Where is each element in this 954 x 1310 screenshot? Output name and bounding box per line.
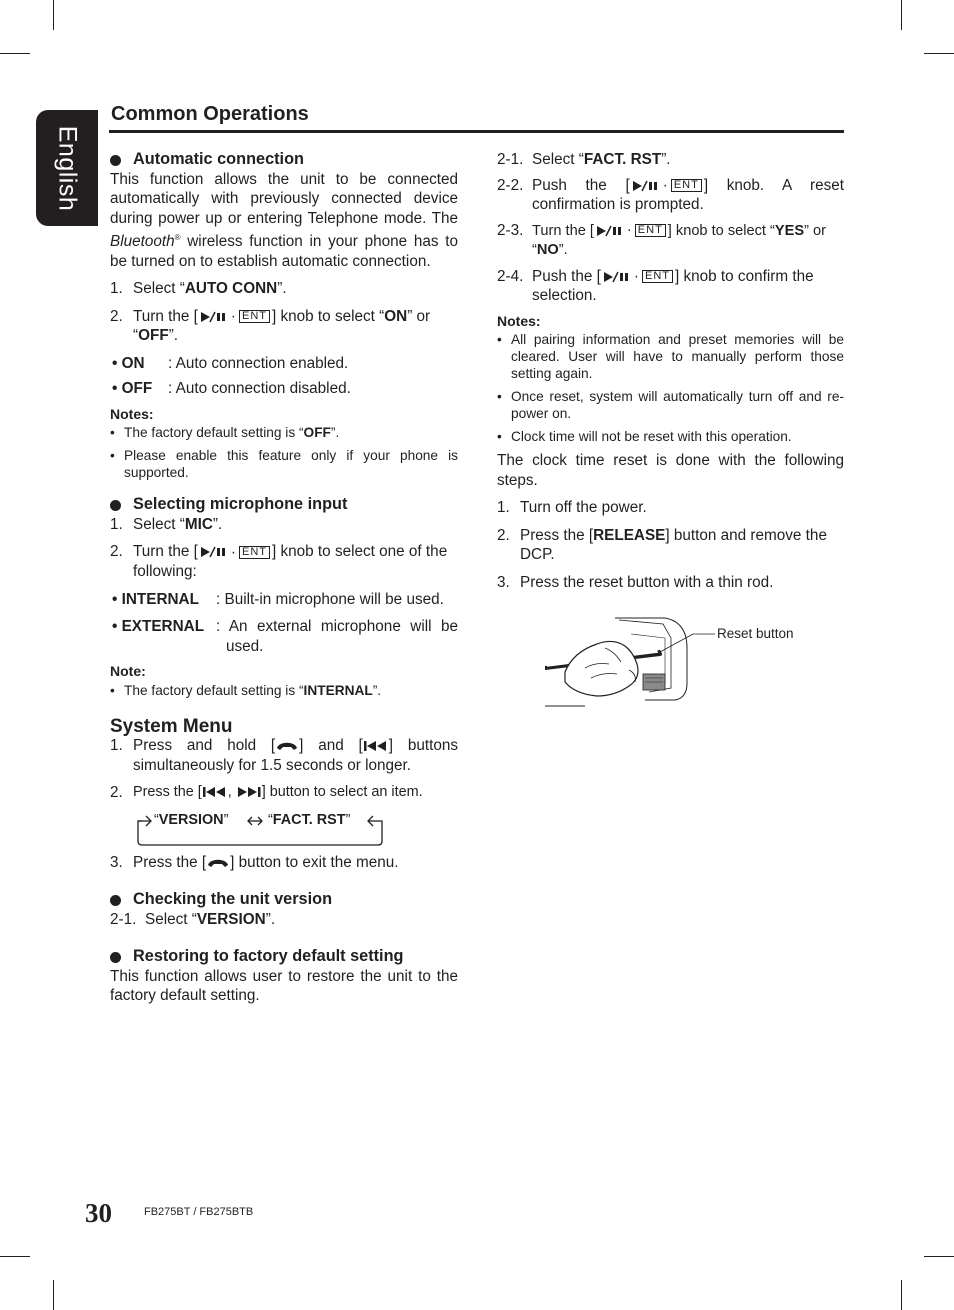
system-menu-step-1 [110, 736, 458, 775]
auto-connection-intro [110, 170, 458, 272]
menu-cycle-diagram [134, 809, 458, 849]
crop-mark [0, 1256, 30, 1257]
note-text: Please enable this feature only if your phone is supported. [124, 448, 458, 481]
option-key: • ON [112, 354, 145, 372]
skip-previous-icon [202, 786, 228, 798]
note-text: ”. [372, 682, 382, 698]
note-label: Note: [110, 663, 146, 680]
step-text: ”. [265, 910, 276, 928]
note-text: Clock time will not be reset with this operation. [511, 429, 792, 445]
right-column [497, 150, 844, 592]
option-internal-row [112, 590, 458, 610]
step-text: Push the [ [532, 176, 630, 194]
step-text: ”. [661, 151, 671, 168]
step-text: ] buttons simultaneously for 1.5 seconds or longer. [133, 737, 458, 774]
step-number: 1. [110, 737, 123, 755]
crop-mark [53, 0, 54, 30]
play-pause-ent-knob-icon: · ENT [200, 307, 270, 327]
step-text: ] knob to select “ [667, 222, 775, 239]
step-text: ” or “ [133, 307, 431, 345]
step-text: Turn the [ [532, 222, 594, 239]
flow-version-label: VERSION [158, 811, 224, 828]
reset-step-2-3 [497, 221, 844, 261]
note-item: • The factory default setting is “OFF”. [110, 425, 340, 441]
play-pause-ent-knob-icon: · ENT [596, 221, 666, 241]
step-text: Select “ [133, 280, 185, 298]
note-item: • Once reset, system will automatically turn off and re-power on. [497, 389, 844, 422]
option-no: NO [536, 242, 559, 258]
system-menu-heading: System Menu [110, 715, 233, 737]
option-on-row [112, 354, 458, 374]
step-text: ” or “ [532, 222, 826, 258]
step-text: Press and hold [ [133, 737, 276, 755]
step-text: Turn off the power. [520, 499, 647, 517]
ent-label: ENT [642, 270, 673, 283]
option-key: • EXTERNAL [112, 618, 205, 636]
reset-button-illustration [545, 608, 715, 708]
step-text: ”. [168, 327, 179, 345]
step-text: Turn the [ [133, 307, 198, 325]
microphone-heading: Selecting microphone input [110, 495, 458, 515]
note-item: • All pairing information and preset memories will be cleared. User will have to manually perform those setting again. [497, 332, 844, 382]
step-number: 3. [110, 853, 123, 871]
step-text: Select “ [532, 151, 584, 168]
option-off-row [112, 379, 458, 399]
language-tab [36, 110, 98, 226]
step-text: ] button to exit the menu. [230, 853, 399, 871]
note-value: INTERNAL [303, 682, 373, 698]
option-off: OFF [138, 327, 169, 345]
step-number: 2. [110, 784, 123, 802]
ent-label: ENT [239, 546, 270, 559]
clock-step-2 [497, 526, 844, 565]
reset-step-2-1 [497, 150, 844, 170]
clock-reset-intro: The clock time reset is done with the following steps. [497, 452, 844, 489]
phone-handset-icon [206, 856, 230, 870]
note-text: ”. [330, 425, 340, 441]
step-text: Select “ [133, 515, 185, 533]
skip-next-icon [236, 786, 262, 798]
menu-item-name: FACT. RST [583, 151, 662, 168]
option-external-row [112, 617, 458, 656]
note-item: • Please enable this feature only if your phone is supported. [110, 448, 458, 481]
step-number: 1. [110, 515, 123, 533]
note-item: • Clock time will not be reset with this operation. [497, 428, 844, 445]
play-pause-ent-knob-icon: · ENT [632, 176, 702, 196]
auto-conn-step-1 [110, 279, 458, 299]
play-pause-ent-knob-icon: · ENT [603, 267, 673, 287]
clock-step-3 [497, 573, 844, 593]
step-text: Press the [ [133, 784, 202, 801]
step-text: , [227, 784, 236, 801]
mic-step-2 [110, 542, 458, 581]
release-button-name: RELEASE [593, 526, 666, 544]
system-menu-step-3 [110, 853, 458, 873]
system-menu-step-2 [110, 783, 458, 803]
option-value: : Auto connection disabled. [168, 380, 351, 398]
step-text: Press the [ [133, 853, 207, 871]
bluetooth-word: Bluetooth [110, 233, 175, 251]
menu-item-name: VERSION [196, 910, 266, 928]
model-number: FB275BT / FB275BTB [144, 1206, 254, 1218]
reset-step-2-2 [497, 176, 844, 215]
step-number: 2. [110, 307, 123, 325]
crop-mark [901, 0, 902, 30]
step-number: 2. [497, 526, 510, 544]
note-text: The factory default setting is “ [124, 425, 304, 441]
flow-fact-rst: “FACT. RST” [268, 811, 351, 828]
menu-item-name: MIC [184, 515, 213, 533]
step-text: Turn the [ [133, 543, 198, 561]
step-text: ”. [558, 242, 568, 258]
language-tab-label: English [53, 125, 82, 211]
version-heading: Checking the unit version [110, 890, 458, 910]
option-value: : An external microphone will be used. [216, 618, 458, 655]
section-header: Common Operations [111, 103, 309, 125]
step-number: 1. [110, 280, 123, 298]
step-number: 2-1. [497, 151, 524, 168]
option-yes: YES [774, 222, 805, 239]
option-key: • INTERNAL [112, 590, 199, 608]
version-step [110, 910, 458, 930]
step-text: Press the reset button with a thin rod. [520, 573, 774, 591]
intro-text: This function allows the unit to be connected automatically with previously connected device during power up or entering Telephone mode. The [110, 170, 458, 227]
left-column [110, 150, 458, 1006]
step-number: 3. [497, 573, 510, 591]
step-number: 2. [110, 543, 123, 561]
note-item: • The factory default setting is “INTERNAL”. [110, 682, 382, 698]
option-value: : Built-in microphone will be used. [216, 590, 444, 608]
step-text: ] button and remove the DCP. [520, 526, 827, 564]
ent-label: ENT [671, 179, 702, 192]
step-text: Push the [ [532, 267, 601, 285]
step-text: ] knob to select “ [272, 307, 385, 325]
note-text: All pairing information and preset memories will be cleared. User will have to manually perform those setting again. [511, 332, 844, 382]
reset-step-2-4 [497, 267, 844, 306]
step-number: 2-4. [497, 267, 524, 285]
notes-label: Notes: [110, 405, 154, 422]
step-text: ] knob to confirm the selection. [532, 267, 814, 305]
reset-button-label: Reset button [717, 626, 794, 641]
intro-text: wireless function in your phone has to be turned on to establish automatic connection. [110, 233, 458, 270]
clock-step-1 [497, 498, 844, 518]
note-text: Once reset, system will automatically turn off and re-power on. [511, 389, 844, 422]
step-text: ] knob to select one of the following: [133, 543, 448, 581]
header-rule [109, 130, 844, 133]
notes-label: Notes: [497, 312, 541, 329]
step-text: ] button to select an item. [261, 784, 423, 801]
page-number: 30 [85, 1198, 112, 1228]
ent-label: ENT [239, 310, 270, 323]
crop-mark [924, 53, 954, 54]
factory-reset-heading: Restoring to factory default setting [110, 947, 458, 967]
crop-mark [0, 53, 30, 54]
registered-mark: ® [174, 233, 181, 242]
step-number: 2-3. [497, 221, 524, 239]
skip-previous-icon [363, 740, 389, 752]
phone-handset-icon [275, 739, 299, 753]
step-number: 1. [497, 499, 510, 517]
step-text: ”. [277, 280, 287, 298]
note-value: OFF [303, 425, 331, 441]
factory-reset-intro: This function allows user to restore the unit to the factory default setting. [110, 967, 458, 1005]
step-text: ] and [ [299, 737, 363, 755]
crop-mark [901, 1280, 902, 1310]
mic-step-1 [110, 515, 458, 535]
play-pause-ent-knob-icon: · ENT [200, 543, 270, 563]
crop-mark [924, 1256, 954, 1257]
step-text: ”. [212, 515, 223, 533]
flow-fact-label: FACT. RST [272, 811, 346, 828]
note-text: The factory default setting is “ [124, 682, 304, 698]
option-value: : Auto connection enabled. [168, 354, 349, 372]
step-text: Select “ [145, 910, 197, 928]
step-text: ] knob. A reset confirmation is prompted. [532, 176, 844, 214]
flow-version: “VERSION” [154, 811, 229, 828]
auto-conn-step-2 [110, 307, 458, 346]
option-key: • OFF [112, 380, 153, 398]
step-number: 2-2. [497, 176, 524, 194]
step-number: 2-1. [110, 910, 137, 928]
menu-item-name: AUTO CONN [184, 280, 278, 298]
auto-connection-heading: Automatic connection [110, 150, 458, 170]
crop-mark [53, 1280, 54, 1310]
step-text: Press the [ [520, 526, 594, 544]
option-on: ON [384, 307, 408, 325]
ent-label: ENT [635, 224, 666, 237]
